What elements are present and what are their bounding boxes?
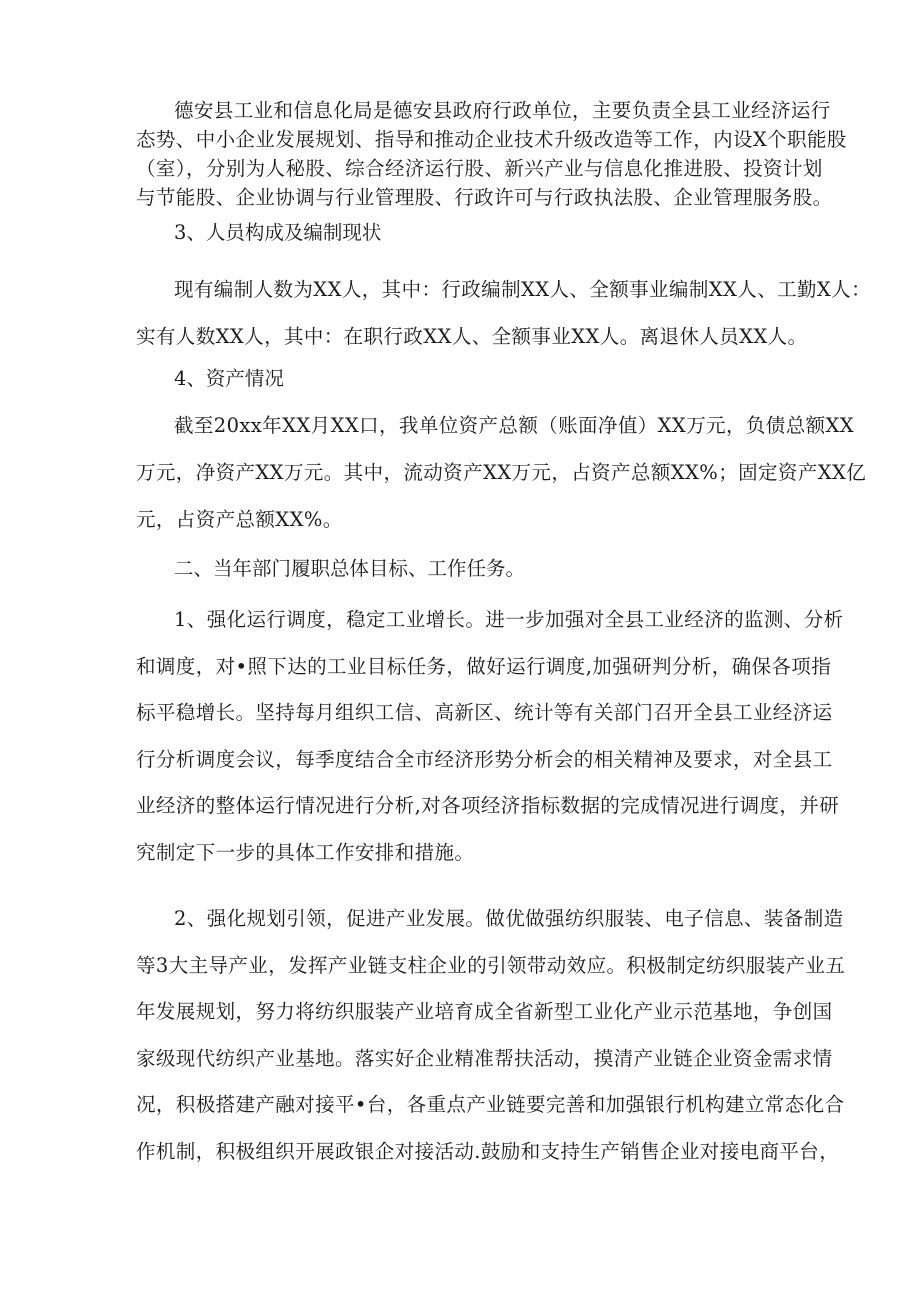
paragraph-line: 况，积极搭建产融对接平•台，各重点产业链要完善和加强银行机构建立常态化合 [136, 1093, 845, 1117]
paragraph-line: 和调度，对•照下达的工业目标任务，做好运行调度,加强研判分析，确保各项指 [136, 654, 832, 678]
section-heading-goals: 二、当年部门履职总体目标、工作任务。 [174, 557, 526, 580]
paragraph-line: 业经济的整体运行情况进行分析,对各项经济指标数据的完成情况进行调度，并研 [136, 794, 840, 818]
assets-paragraph [136, 402, 867, 543]
paragraph-line: 截至20xx年XX月XX口，我单位资产总额（账面净值）XX万元，负债总额XX [174, 414, 855, 437]
task2-paragraph [136, 896, 846, 1176]
paragraph-line: 1、强化运行调度，稳定工业增长。进一步加强对全县工业经济的监测、分析 [174, 608, 844, 631]
paragraph-line: 等3大主导产业，发挥产业链支柱企业的引领带动效应。积极制定纺织服装产业五 [136, 953, 846, 977]
paragraph-line: 态势、中小企业发展规划、指导和推动企业技术升级改造等工作，内设X个职能股 [136, 128, 847, 151]
paragraph-line: 作机制，积极组织开展政银企对接活动.鼓励和支持生产销售企业对接电商平台， [136, 1139, 840, 1163]
paragraph-line: 标平稳增长。坚持每月组织工信、高新区、统计等有关部门召开全县工业经济运 [136, 701, 833, 725]
paragraph-line: 万元，净资产XX万元。其中，流动资产XX万元，占资产总额XX%；固定资产XX亿 [136, 461, 867, 484]
paragraph-line: 元，占资产总额XX%。 [136, 508, 343, 531]
section-heading-staffing: 3、人员构成及编制现状 [174, 221, 382, 244]
paragraph-line: 德安县工业和信息化局是德安县政府行政单位，主要负责全县工业经济运行 [174, 99, 831, 122]
paragraph-line: 实有人数XX人，其中：在职行政XX人、全额事业XX人。离退休人员XX人。 [136, 325, 808, 348]
assets-heading-block [136, 366, 796, 392]
paragraph-line: 家级现代纺织产业基地。落实好企业精准帮扶活动，摸清产业链企业资金需求情 [136, 1046, 833, 1070]
paragraph-line: 究制定下一步的具体工作安排和措施。 [136, 840, 475, 864]
paragraph-line: 现有编制人数为XX人，其中：行政编制XX人、全额事业编制XX人、工勤X人： [174, 278, 871, 301]
paragraph-line: 2、强化规划引领，促进产业发展。做优做强纺织服装、电子信息、装备制造 [174, 907, 844, 930]
intro-paragraph [136, 96, 847, 212]
paragraph-line: 行分析调度会议，每季度结合全市经济形势分析会的相关精神及要求，对全县工 [136, 747, 833, 771]
paragraph-line: 年发展规划，努力将纺织服装产业培育成全省新型工业化产业示范基地，争创国 [136, 1000, 833, 1024]
paragraph-line: （室），分别为人秘股、综合经济运行股、新兴产业与信息化推进股、投资计划 [136, 157, 823, 180]
staffing-paragraph [136, 266, 871, 360]
staffing-heading-block [136, 220, 796, 246]
task1-paragraph [136, 597, 844, 877]
paragraph-line: 与节能股、企业协调与行业管理股、行政许可与行政执法股、企业管理服务股。 [136, 186, 833, 209]
section2-heading-block [136, 556, 796, 582]
section-heading-assets: 4、资产情况 [174, 367, 284, 390]
